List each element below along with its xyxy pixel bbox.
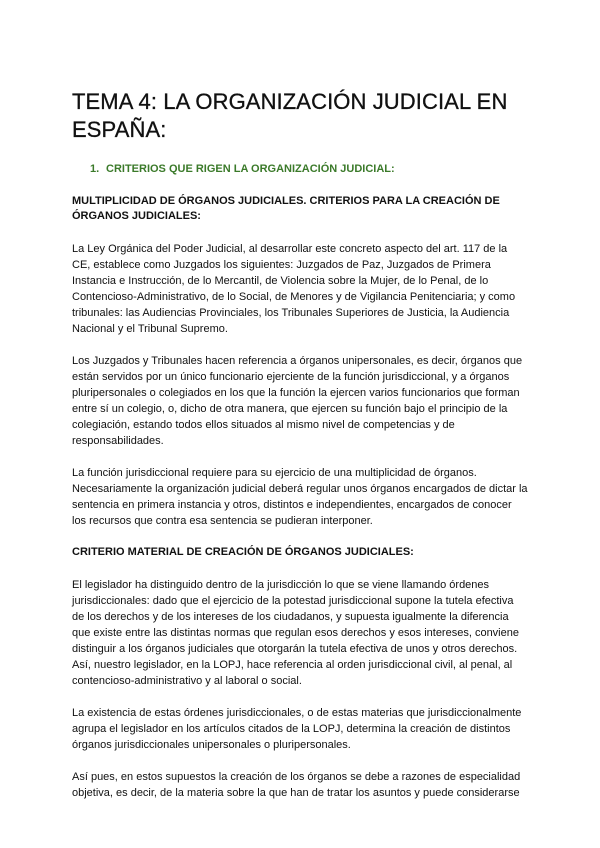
paragraph: Así pues, en estos supuestos la creación de los órganos se debe a razones de especialidad objetiva, es decir, de la materia sobre la que han de tratar los asuntos y puede considerarse (72, 771, 521, 799)
paragraph: Los Juzgados y Tribunales hacen referencia a órganos unipersonales, es decir, órganos que están servidos por un único funcionario ejerciente de la función jurisdiccional, y a órganos pluripersonales o colegiados en los que la función la ejercen varios funcionarios que forman entre sí un colegio, o, dicho de otra manera, que ejercen su función bajo el principio de la colegiación, estando todos ellos situados al mismo nivel de competencias y de responsabilidades. (72, 355, 523, 447)
paragraph: La Ley Orgánica del Poder Judicial, al desarrollar este concreto aspecto del art. 117 de la CE, establece como Juzgados los siguientes: Juzgados de Paz, Juzgados de Primera Instancia e Instrucción, de lo Mercantil, de Violencia sobre la Mujer, de lo Penal, de lo Contencioso-Administrativo, de lo Social, de Menores y de Vigilancia Penitenciaria; y como tribunales: las Audiencias Provinciales, los Tribunales Superiores de Justicia, la Audiencia Nacional y el Tribunal Supremo. (72, 243, 516, 335)
paragraph: La función jurisdiccional requiere para su ejercicio de una multiplicidad de órganos. Necesariamente la organización judicial deberá regular unos órganos encargados de dictar la sentencia en primera instancia y otros, distintos e independientes, encargados de conocer los recursos que contra esa sentencia se pudieran interponer. (72, 467, 528, 527)
document-title: TEMA 4: LA ORGANIZACIÓN JUDICIAL EN ESPAÑA: (72, 89, 508, 142)
subsection-heading-criterio-material: CRITERIO MATERIAL DE CREACIÓN DE ÓRGANOS JUDICIALES: (72, 546, 414, 558)
paragraph: La existencia de estas órdenes jurisdiccionales, o de estas materias que jurisdiccionalmente agrupa el legislador en los artículos citados de la LOPJ, determina la creación de distintos órganos jurisdiccionales unipersonales o pluripersonales. (72, 707, 522, 751)
paragraph: El legislador ha distinguido dentro de la jurisdicción lo que se viene llamando órdenes jurisdiccionales: dado que el ejercicio de la potestad jurisdiccional supone la tutela efectiva de los derechos y de los intereses de los ciudadanos, y supuesta igualmente la diferencia que existe entre las distintas normas que regulan esos derechos y esos intereses, conviene distinguir a los órganos judiciales que otorgarán la tutela efectiva de unos y otros derechos. Así, nuestro legislador, en la LOPJ, hace referencia al orden jurisdiccional civil, al penal, al contencioso-administrativo y al laboral o social. (72, 579, 519, 687)
subsection-heading-multiplicidad: MULTIPLICIDAD DE ÓRGANOS JUDICIALES. CRITERIOS PARA LA CREACIÓN DE ÓRGANOS JUDICIALES: (72, 195, 500, 222)
section-heading (90, 162, 528, 176)
section-number: 1. (90, 163, 100, 175)
section-title: CRITERIOS QUE RIGEN LA ORGANIZACIÓN JUDICIAL: (106, 163, 395, 175)
